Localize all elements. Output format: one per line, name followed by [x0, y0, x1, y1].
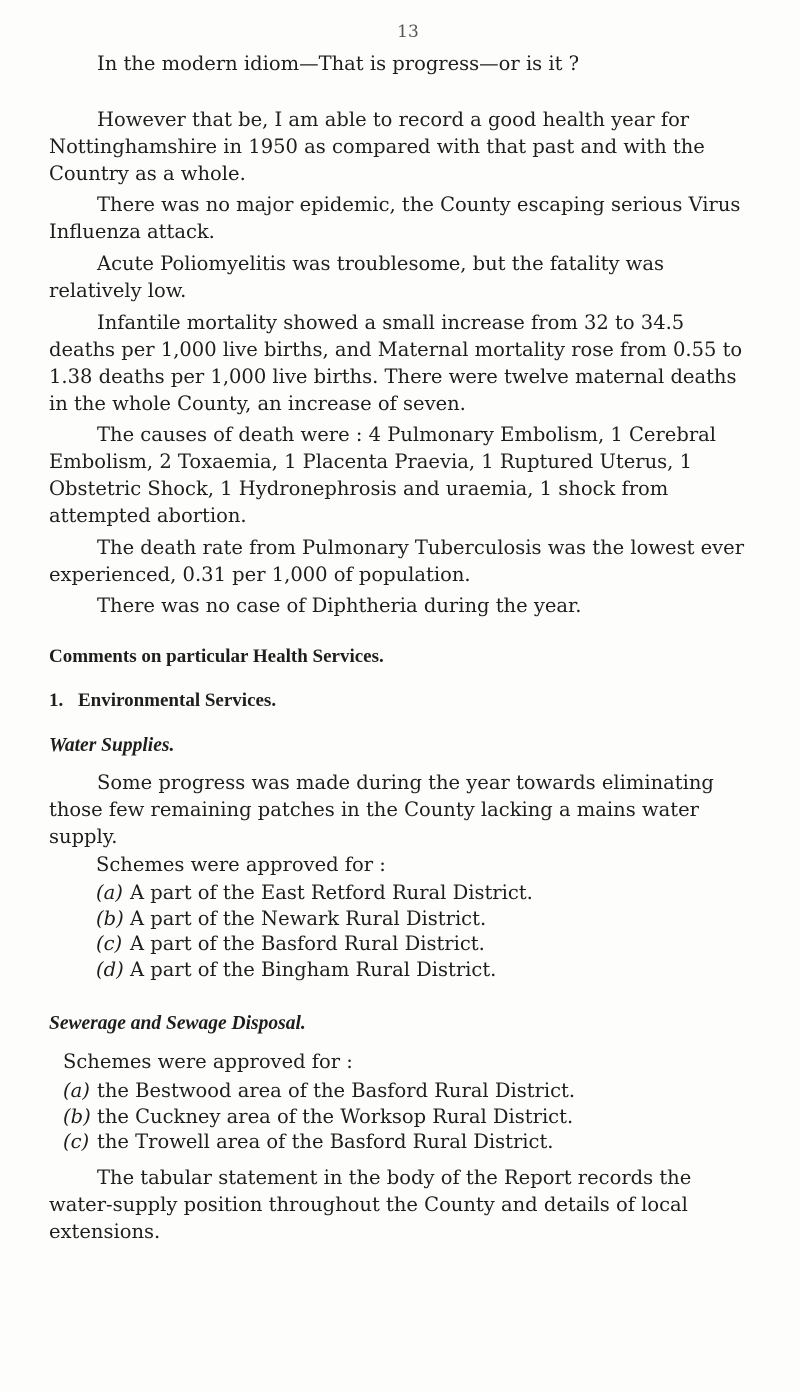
paragraph-tuberculosis: The death rate from Pulmonary Tuberculosis was the lowest ever experienced, 0.31 per 1,000 of population.	[49, 536, 745, 586]
water-schemes-list	[96, 880, 533, 982]
paragraph-water-progress: Some progress was made during the year towards eliminating those few remaining patches in the County lacking a mains water supply.	[49, 771, 714, 848]
sewerage-schemes-list	[63, 1078, 575, 1155]
heading-comments: Comments on particular Health Services.	[49, 646, 384, 667]
heading-sewerage: Sewerage and Sewage Disposal.	[49, 1013, 306, 1034]
paragraph-tabular-statement: The tabular statement in the body of the Report records the water-supply position throughout the County and details of local extensions.	[49, 1166, 692, 1243]
heading-environmental-label: Environmental Services.	[78, 690, 277, 711]
paragraph-health-year: However that be, I am able to record a good health year for Nottinghamshire in 1950 as compared with that past and with the Country as a whole.	[49, 108, 705, 185]
list-item: (b) the Cuckney area of the Worksop Rural District.	[63, 1104, 574, 1128]
list-item: (d) A part of the Bingham Rural District.	[96, 957, 497, 981]
water-schemes-intro: Schemes were approved for :	[96, 853, 386, 876]
heading-environmental-number: 1.	[49, 690, 64, 711]
sewerage-schemes-intro: Schemes were approved for :	[63, 1050, 353, 1073]
page-number: 13	[397, 22, 419, 42]
list-item: (c) the Trowell area of the Basford Rural District.	[63, 1130, 554, 1153]
list-item: (c) A part of the Basford Rural District.	[96, 932, 485, 955]
paragraph-poliomyelitis: Acute Poliomyelitis was troublesome, but the fatality was relatively low.	[49, 252, 664, 302]
paragraph-diphtheria: There was no case of Diphtheria during the year.	[97, 594, 582, 617]
paragraph-causes-of-death: The causes of death were : 4 Pulmonary Embolism, 1 Cerebral Embolism, 2 Toxaemia, 1 Placenta Praevia, 1 Ruptured Uterus, 1 Obstetric Shock, 1 Hydronephrosis and uraemia, 1 shock from attempted abortion.	[49, 423, 717, 527]
heading-water-supplies: Water Supplies.	[49, 735, 175, 756]
list-item: (b) A part of the Newark Rural District.	[96, 906, 487, 930]
paragraph-epidemic: There was no major epidemic, the County escaping serious Virus Influenza attack.	[49, 193, 741, 243]
list-item: (a) the Bestwood area of the Basford Rural District.	[63, 1079, 576, 1102]
paragraph-idiom: In the modern idiom—That is progress—or is it ?	[97, 52, 580, 75]
paragraph-mortality: Infantile mortality showed a small increase from 32 to 34.5 deaths per 1,000 live births, and Maternal mortality rose from 0.55 to 1.38 deaths per 1,000 live births. There were twelve maternal deaths in the whole County, an increase of seven.	[49, 311, 743, 415]
heading-environmental	[49, 690, 276, 712]
list-item: (a) A part of the East Retford Rural District.	[96, 881, 533, 904]
